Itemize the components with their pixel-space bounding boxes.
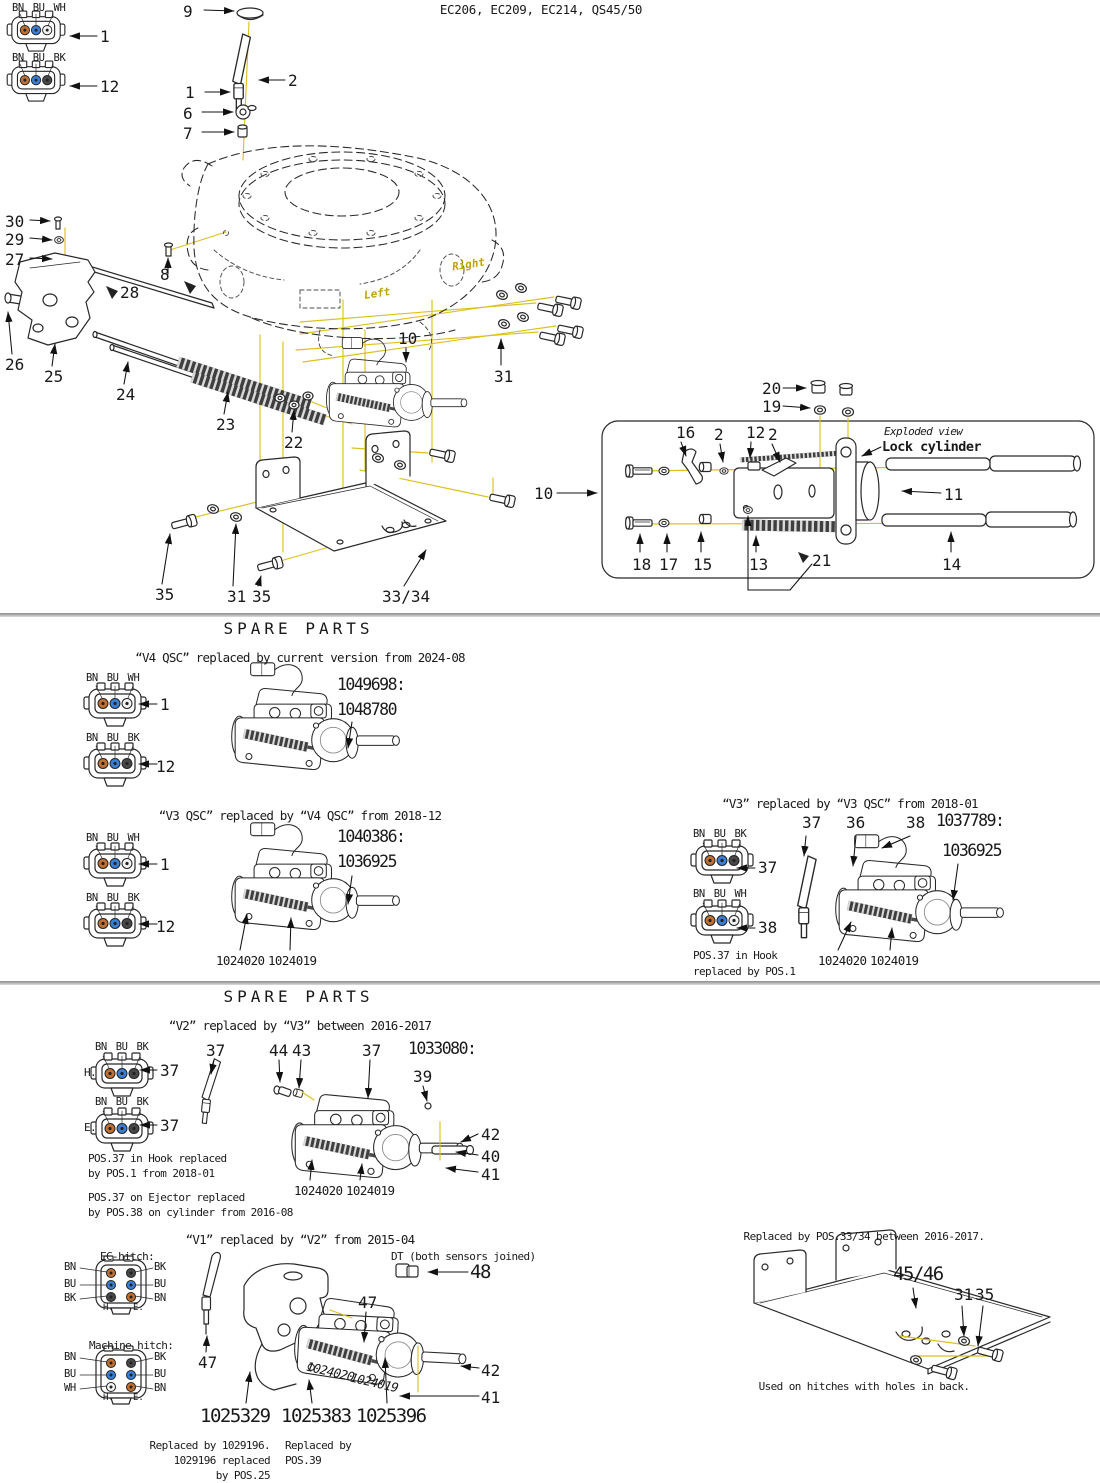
part-callout: 1025396 <box>356 1405 426 1427</box>
main-assembly-drawing <box>5 8 584 586</box>
spare-parts-header-1: SPARE PARTS <box>223 619 374 638</box>
part-callout: 9 <box>183 2 193 21</box>
exploded-view-label: Exploded view <box>884 425 963 438</box>
part-callout: 1 <box>160 855 170 874</box>
part-callout: 10 <box>398 329 418 348</box>
part-callout: 18 <box>632 555 652 574</box>
note-v1-line3: by POS.25 <box>215 1469 270 1482</box>
note-v2-line2: by POS.1 from 2018-01 <box>88 1167 215 1180</box>
part-callout: 1024020 <box>294 1183 343 1198</box>
part-callout: 12 <box>100 77 120 96</box>
part-callout: 1040386: <box>337 827 405 846</box>
part-callout: Right <box>451 255 486 274</box>
part-callout: 37 <box>802 813 822 832</box>
part-callout: 45/46 <box>893 1263 943 1285</box>
part-callout: 31 <box>227 587 247 606</box>
part-callout: 38 <box>758 918 778 937</box>
part-callout: 25 <box>44 367 64 386</box>
part-callout: 1024020 <box>304 1358 356 1385</box>
part-callout: 1 <box>160 695 170 714</box>
subtitle-v1: “V1” replaced by “V2” from 2015-04 <box>185 1232 415 1247</box>
part-callout: 12 <box>746 423 766 442</box>
part-callout: 1024020 <box>818 953 867 968</box>
note-v1-line1: Replaced by 1029196. <box>149 1439 270 1452</box>
part-callout: BN BU WH <box>12 2 66 14</box>
part-callout: 20 <box>762 379 782 398</box>
part-callout: BN <box>154 1292 166 1304</box>
subtitle-v2: “V2” replaced by “V3” between 2016-2017 <box>168 1018 432 1033</box>
part-callout: BN <box>64 1351 76 1363</box>
part-callout: BN BU WH <box>86 672 140 684</box>
part-callout: 1024019 <box>348 1369 400 1396</box>
part-callout: 31 <box>494 367 514 386</box>
part-callout: BK <box>154 1261 166 1273</box>
part-callout: BK <box>154 1351 166 1363</box>
part-callout: 27 <box>5 250 25 269</box>
note-v3-line2: replaced by POS.1 <box>693 965 796 978</box>
section-divider <box>0 613 1100 617</box>
actuator-drawing-main <box>326 338 466 427</box>
part-callout: BN <box>64 1261 76 1273</box>
part-callout: BN BU WH <box>86 832 140 844</box>
part-callout: 36 <box>846 813 866 832</box>
bracket-note-top: Replaced by POS.33/34 between 2016-2017. <box>743 1230 985 1243</box>
part-callout: H. <box>103 1303 114 1313</box>
part-callout: 1025383 <box>281 1405 351 1427</box>
part-callout: 35 <box>155 585 175 604</box>
part-callout: 16 <box>676 423 696 442</box>
part-callout: 17 <box>659 555 679 574</box>
dt-sensors-label: DT (both sensors joined) <box>391 1250 536 1263</box>
note-v1-line5: POS.39 <box>285 1454 322 1467</box>
part-callout: E. <box>133 1303 144 1313</box>
part-callout: 1024019 <box>870 953 919 968</box>
part-callout: 1049698: <box>337 675 405 694</box>
part-callout: 47 <box>358 1293 378 1312</box>
note-v2-line1: POS.37 in Hook replaced <box>88 1152 227 1165</box>
note-v3-line1: POS.37 in Hook <box>693 949 778 962</box>
part-callout: 23 <box>216 415 236 434</box>
part-callout: 12 <box>156 757 176 776</box>
subtitle-v4: “V4 QSC” replaced by current version from 2024-08 <box>135 650 465 665</box>
part-callout: BN BU BK <box>693 828 747 840</box>
part-callout: 41 <box>481 1165 501 1184</box>
subtitle-v3qsc: “V3 QSC” replaced by “V4 QSC” from 2018-12 <box>158 808 442 823</box>
part-callout: 6 <box>183 104 193 123</box>
part-callout: 28 <box>120 283 140 302</box>
part-callout: BN BU BK <box>86 892 140 904</box>
part-callout: 29 <box>5 230 25 249</box>
part-callout: 1036925 <box>942 841 1002 860</box>
part-callout: 1037789: <box>936 811 1004 830</box>
note-v2-line4: by POS.38 on cylinder from 2016-08 <box>88 1206 293 1219</box>
part-callout: 15 <box>693 555 713 574</box>
part-callout: 1 <box>185 83 195 102</box>
part-callout: H. <box>103 1393 114 1403</box>
part-callout: 35 <box>975 1285 995 1304</box>
part-callout: 24 <box>116 385 136 404</box>
part-callout: 43 <box>292 1041 312 1060</box>
part-callout: 2 <box>288 71 298 90</box>
part-callout: 47 <box>198 1353 218 1372</box>
part-callout: BU <box>154 1278 166 1290</box>
part-callout: BN BU BK <box>86 732 140 744</box>
part-callout: 19 <box>762 397 782 416</box>
part-callout: 1033080: <box>408 1039 476 1058</box>
part-callout: 2 <box>768 425 778 444</box>
part-callout: 13 <box>749 555 769 574</box>
part-callout: Left <box>363 285 392 302</box>
part-callout: 22 <box>284 433 304 452</box>
part-callout: 37 <box>160 1061 180 1080</box>
part-callout: 11 <box>944 485 964 504</box>
part-callout: BN <box>154 1382 166 1394</box>
part-callout: E. <box>84 1121 97 1134</box>
spare-parts-header-2: SPARE PARTS <box>223 987 374 1006</box>
part-callout: 35 <box>252 587 272 606</box>
bracket-note-bottom: Used on hitches with holes in back. <box>758 1380 970 1393</box>
part-callout: 14 <box>942 555 962 574</box>
part-callout: 33/34 <box>382 587 431 606</box>
part-callout: BU <box>64 1278 76 1290</box>
part-callout: 41 <box>481 1388 501 1407</box>
part-callout: 8 <box>160 265 170 284</box>
part-callout: 42 <box>481 1125 501 1144</box>
part-callout: 37 <box>758 858 778 877</box>
part-callout: BN BU WH <box>693 888 747 900</box>
part-callout: BN BU BK <box>95 1096 149 1108</box>
note-v1-line4: Replaced by <box>285 1439 352 1452</box>
lock-cylinder-label: Lock cylinder <box>882 439 982 455</box>
part-callout: 30 <box>5 212 25 231</box>
section-divider <box>0 981 1100 985</box>
part-callout: 37 <box>362 1041 382 1060</box>
part-callout: WH <box>64 1382 76 1394</box>
part-callout: 31 <box>954 1285 974 1304</box>
note-v2-line3: POS.37 on Ejector replaced <box>88 1191 245 1204</box>
part-callout: BK <box>64 1292 76 1304</box>
part-callout: 10 <box>534 484 554 503</box>
part-callout: 42 <box>481 1361 501 1380</box>
part-callout: 1036925 <box>337 852 397 871</box>
part-callout: E. <box>133 1393 144 1403</box>
part-callout: 44 <box>269 1041 289 1060</box>
part-callout: 1024019 <box>268 953 317 968</box>
part-callout: 40 <box>481 1147 501 1166</box>
part-callout: 37 <box>160 1116 180 1135</box>
part-callout: BN BU BK <box>12 52 66 64</box>
part-callout: 1024019 <box>346 1183 395 1198</box>
page-title: EC206, EC209, EC214, QS45/50 <box>439 2 643 17</box>
part-callout: 12 <box>156 917 176 936</box>
part-callout: BU <box>64 1368 76 1380</box>
note-v1-line2: 1029196 replaced <box>173 1454 270 1467</box>
part-callout: 48 <box>470 1261 490 1283</box>
part-callout: 1048780 <box>337 700 397 719</box>
subtitle-v3: “V3” replaced by “V3 QSC” from 2018-01 <box>722 796 978 811</box>
part-callout: 38 <box>906 813 926 832</box>
machine-hitch-label: Machine hitch: <box>89 1339 174 1352</box>
part-callout: 1024020 <box>216 953 265 968</box>
spare-v1-drawing <box>80 1252 479 1404</box>
part-callout: H. <box>84 1066 97 1079</box>
part-callout: 37 <box>206 1041 226 1060</box>
part-callout: 1 <box>100 27 110 46</box>
part-callout: BU <box>154 1368 166 1380</box>
part-callout: 1025329 <box>200 1405 270 1427</box>
part-callout: 39 <box>413 1067 433 1086</box>
part-callout: 2 <box>714 425 724 444</box>
part-callout: BN BU BK <box>95 1041 149 1053</box>
ec-hitch-label: EC-hitch: <box>100 1250 155 1263</box>
part-callout: 21 <box>812 551 832 570</box>
part-callout: 26 <box>5 355 25 374</box>
bracket-45-46-drawing <box>754 1230 1050 1380</box>
part-callout: 7 <box>183 124 193 143</box>
